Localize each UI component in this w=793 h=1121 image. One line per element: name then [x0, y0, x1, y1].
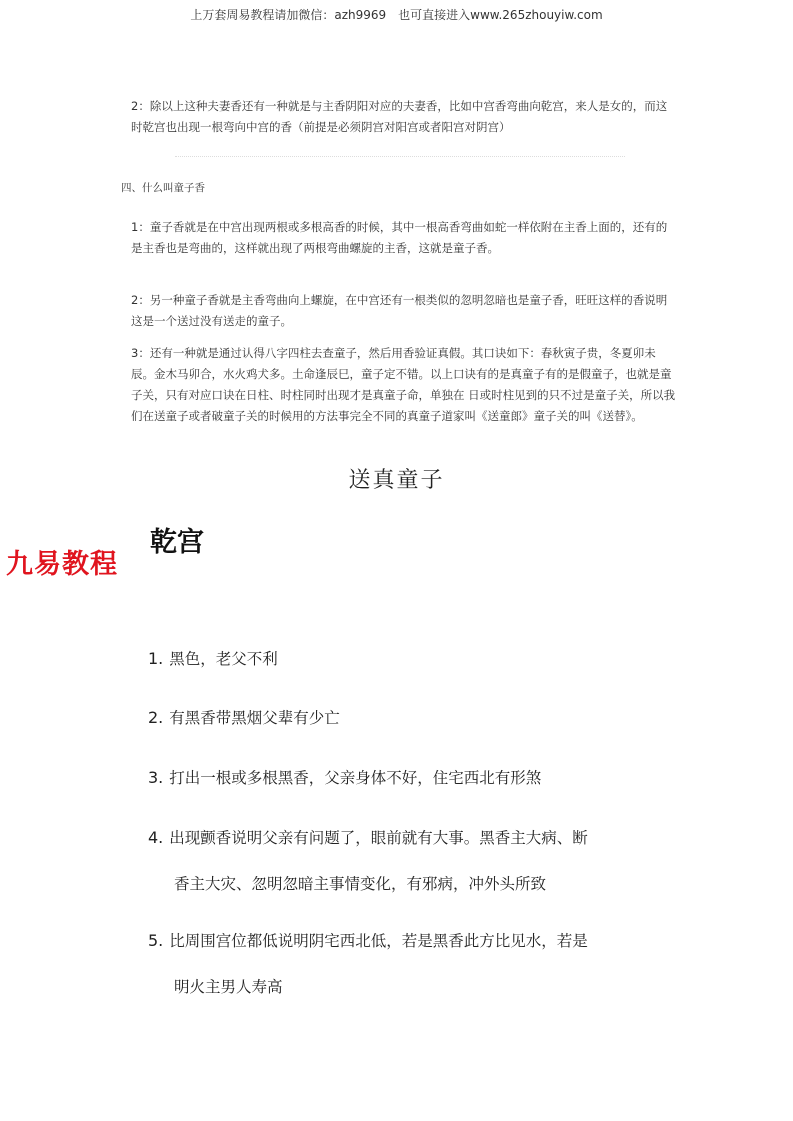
page-header: 上万套周易教程请加微信：azh9969 也可直接进入www.265zhouyiw.com — [190, 8, 603, 22]
list-item — [148, 636, 688, 682]
paragraph-child-incense-1: 1：童子香就是在中宫出现两根或多根高香的时候，其中一根高香弯曲如蛇一样依附在主香上面的，还有的是主香也是弯曲的，这样就出现了两根弯曲螺旋的主香，这就是童子香。 — [131, 220, 668, 255]
list-item — [148, 755, 688, 801]
list-item-number: 1. — [148, 649, 164, 668]
list-item-text: 黑色，老父不利 — [169, 650, 278, 668]
list-item — [148, 918, 688, 1010]
list-item-number: 5. — [148, 931, 164, 950]
section-title: 四、什么叫童子香 — [121, 182, 205, 194]
list-item-text: 有黑香带黑烟父辈有少亡 — [169, 709, 340, 727]
list-item-continuation: 明火主男人寿高 — [174, 978, 283, 996]
list-item-text: 打出一根或多根黑香，父亲身体不好，住宅西北有形煞 — [169, 769, 542, 787]
list-item-number: 4. — [148, 828, 164, 847]
list-item-text: 比周围宫位都低说明阴宅西北低，若是黑香此方比见水，若是 — [169, 932, 588, 950]
sub-title: 乾宫 — [150, 527, 204, 558]
list-item-continuation: 香主大灾、忽明忽暗主事情变化，有邪病，冲外头所致 — [174, 875, 547, 893]
paragraph-child-incense-3: 3：还有一种就是通过认得八字四柱去查童子，然后用香验证真假。其口诀如下：春秋寅子贵，冬夏卯未辰。金木马卯合，水火鸡犬多。土命逢辰巳，童子定不错。以上口诀有的是真童子有的是假童子，也就是童子关，只有对应口诀在日柱、时柱同时出现才是真童子命，单独在 日或时柱见到的只不过是童子关，所以我们在送童子或者破童子关的时候用的方法事完全不同的真童子道家叫《送童郎》童子关的叫《送替》。 — [131, 346, 676, 423]
list-item-number: 3. — [148, 768, 164, 787]
paragraph-couple-incense-2: 2：除以上这种夫妻香还有一种就是与主香阴阳对应的夫妻香，比如中宫香弯曲向乾宫，来人是女的，而这时乾宫也出现一根弯向中宫的香（前提是必须阴宫对阳宫或者阳宫对阴宫） — [131, 99, 668, 134]
list-item-number: 2. — [148, 708, 164, 727]
main-title: 送真童子 — [348, 468, 445, 493]
watermark-logo: 九易教程 — [6, 549, 118, 580]
list-item — [148, 695, 688, 741]
divider — [175, 156, 625, 157]
list-item-text: 出现颤香说明父亲有问题了，眼前就有大事。黑香主大病、断 — [169, 829, 588, 847]
paragraph-child-incense-2: 2：另一种童子香就是主香弯曲向上螺旋，在中宫还有一根类似的忽明忽暗也是童子香，旺旺这样的香说明这是一个送过没有送走的童子。 — [131, 293, 668, 328]
list-item — [148, 815, 688, 907]
